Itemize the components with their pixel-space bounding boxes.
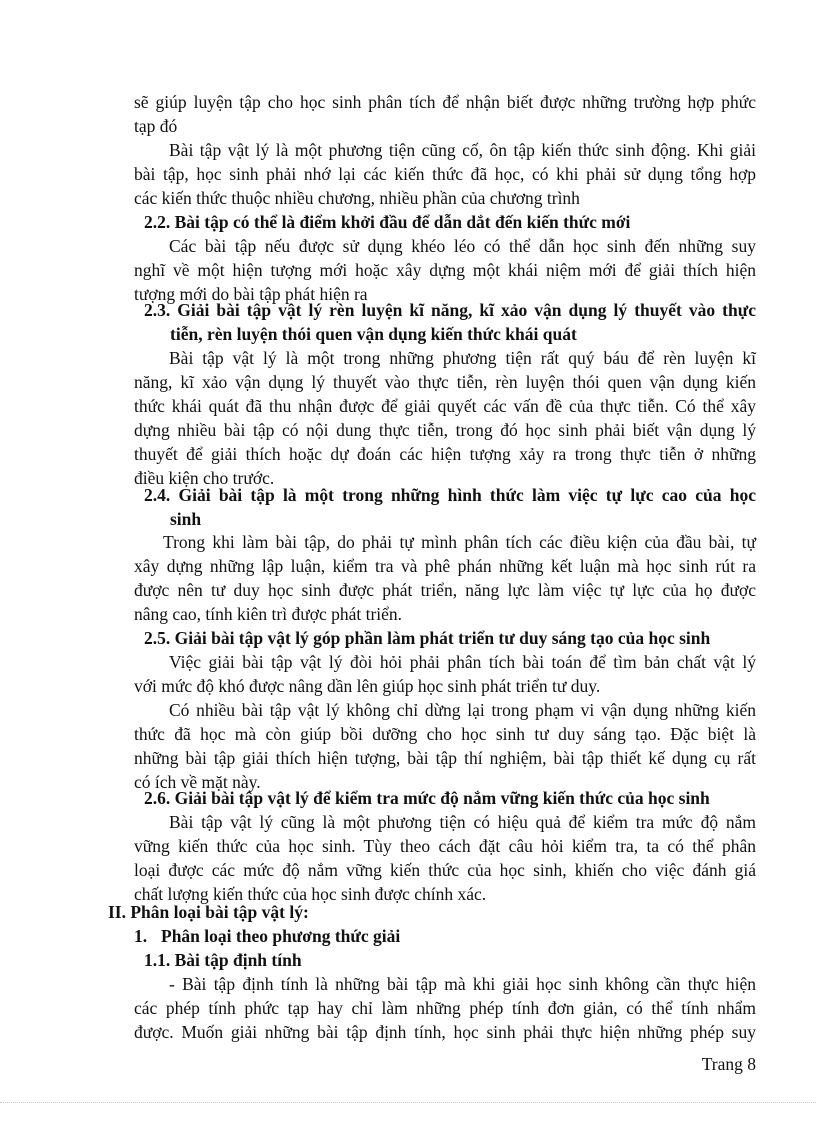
section-heading-2-5: 2.5. Giải bài tập vật lý góp phần làm phát triển tư duy sáng tạo của học sinh	[144, 628, 711, 648]
section-heading-2-3-cont: tiễn, rèn luyện thói quen vận dụng kiến thức khái quát	[170, 324, 577, 344]
paragraph-line: điều kiện cho trước.	[134, 468, 275, 488]
paragraph-line: thức khái quát đã thu nhận được để giải quyết các vấn đề của thực tiễn. Có thể xây	[134, 396, 756, 416]
paragraph-line: loại được các mức độ nắm vững kiến thức của học sinh, khiến cho việc đánh giá	[134, 860, 756, 880]
paragraph-line: các kiến thức thuộc nhiều chương, nhiều phần của chương trình	[134, 188, 580, 208]
section-heading-2-4: 2.4. Giải bài tập là một trong những hình thức làm việc tự lực cao của học	[144, 485, 756, 505]
section-heading-2-3: 2.3. Giải bài tập vật lý rèn luyện kĩ năng, kĩ xảo vận dụng lý thuyết vào thực	[144, 300, 756, 320]
paragraph-line: Bài tập vật lý là một trong những phương tiện rất quý báu để rèn luyện kĩ	[169, 348, 756, 368]
paragraph-line: Trong khi làm bài tập, do phải tự mình phân tích các điều kiện của đầu bài, tự	[163, 532, 756, 552]
paragraph-line: Bài tập vật lý là một phương tiện cũng cố, ôn tập kiến thức sinh động. Khi giải	[169, 140, 756, 160]
section-heading-2-6: 2.6. Giải bài tập vật lý để kiểm tra mức độ nắm vững kiến thức của học sinh	[144, 788, 710, 808]
paragraph-line: thuyết để giải thích hoặc dự đoán các hiện tượng xảy ra trong thực tiễn ở những	[134, 444, 756, 464]
list-number: 1.	[134, 926, 148, 946]
paragraph-line: Bài tập vật lý cũng là một phương tiện có hiệu quả để kiểm tra mức độ nắm	[169, 812, 756, 832]
paragraph-line: Có nhiều bài tập vật lý không chỉ dừng lại trong phạm vi vận dụng những kiến	[169, 700, 756, 720]
paragraph-line: sẽ giúp luyện tập cho học sinh phân tích để nhận biết được những trường hợp phức	[134, 92, 756, 112]
paragraph-line: - Bài tập định tính là những bài tập mà khi giải học sinh không cần thực hiện	[169, 974, 756, 994]
paragraph-line: Các bài tập nếu được sử dụng khéo léo có thể dẫn học sinh đến những suy	[169, 236, 756, 256]
paragraph-line: vững kiến thức của học sinh. Tùy theo cách đặt câu hỏi kiểm tra, ta có thể phân	[134, 836, 756, 856]
paragraph-line: Việc giải bài tập vật lý đòi hỏi phải phân tích bài toán để tìm bản chất vật lý	[169, 652, 756, 672]
page-bottom-divider	[0, 1102, 816, 1103]
paragraph-line: có ích về mặt này.	[134, 772, 261, 792]
paragraph-line: với mức độ khó được nâng dần lên giúp học sinh phát triển tư duy.	[134, 676, 601, 696]
paragraph-line: dựng nhiều bài tập có nội dung thực tiễn, trong đó học sinh phải biết vận dụng lý	[134, 420, 756, 440]
paragraph-line: nghĩ về một hiện tượng mới hoặc xây dựng một khái niệm mới để giải thích hiện	[134, 260, 756, 280]
paragraph-line: nâng cao, tính kiên trì được phát triển.	[134, 604, 403, 624]
page-number: Trang 8	[701, 1054, 756, 1074]
paragraph-line: các phép tính phức tạp hay chỉ làm những phép tính đơn giản, có thể tính nhẩm	[134, 998, 756, 1018]
paragraph-line: năng, kĩ xảo vận dụng lý thuyết vào thực tiễn, rèn luyện thói quen vận dụng kiến	[134, 372, 756, 392]
section-heading-1-1: 1.1. Bài tập định tính	[144, 950, 302, 970]
paragraph-line: được nên tư duy học sinh được phát triển, năng lực làm việc tự lực của họ được	[134, 580, 756, 600]
paragraph-line: tượng mới do bài tập phát hiện ra	[134, 284, 368, 304]
section-heading-II: II. Phân loại bài tập vật lý:	[108, 902, 309, 922]
section-heading-2-4-cont: sinh	[170, 509, 202, 529]
paragraph-line: tạp đó	[134, 116, 178, 136]
paragraph-line: thức đã học mà còn giúp bồi dưỡng cho học sinh tư duy sáng tạo. Đặc biệt là	[134, 724, 756, 744]
paragraph-line: bài tập, học sinh phải nhớ lại các kiến thức đã học, có khi phải sử dụng tổng hợp	[134, 164, 756, 184]
paragraph-line: những bài tập giải thích hiện tượng, bài tập thí nghiệm, bài tập thiết kế dụng cụ rất	[134, 748, 756, 768]
section-heading-1: Phân loại theo phương thức giải	[161, 926, 401, 946]
paragraph-line: chất lượng kiến thức của học sinh được chính xác.	[134, 884, 487, 904]
paragraph-line: được. Muốn giải những bài tập định tính, học sinh phải thực hiện những phép suy	[134, 1022, 756, 1042]
section-heading-2-2: 2.2. Bài tập có thể là điểm khởi đầu để dẫn dắt đến kiến thức mới	[144, 212, 631, 232]
paragraph-line: xây dựng những lập luận, kiểm tra và phê phán những kết luận mà học sinh rút ra	[134, 556, 756, 576]
